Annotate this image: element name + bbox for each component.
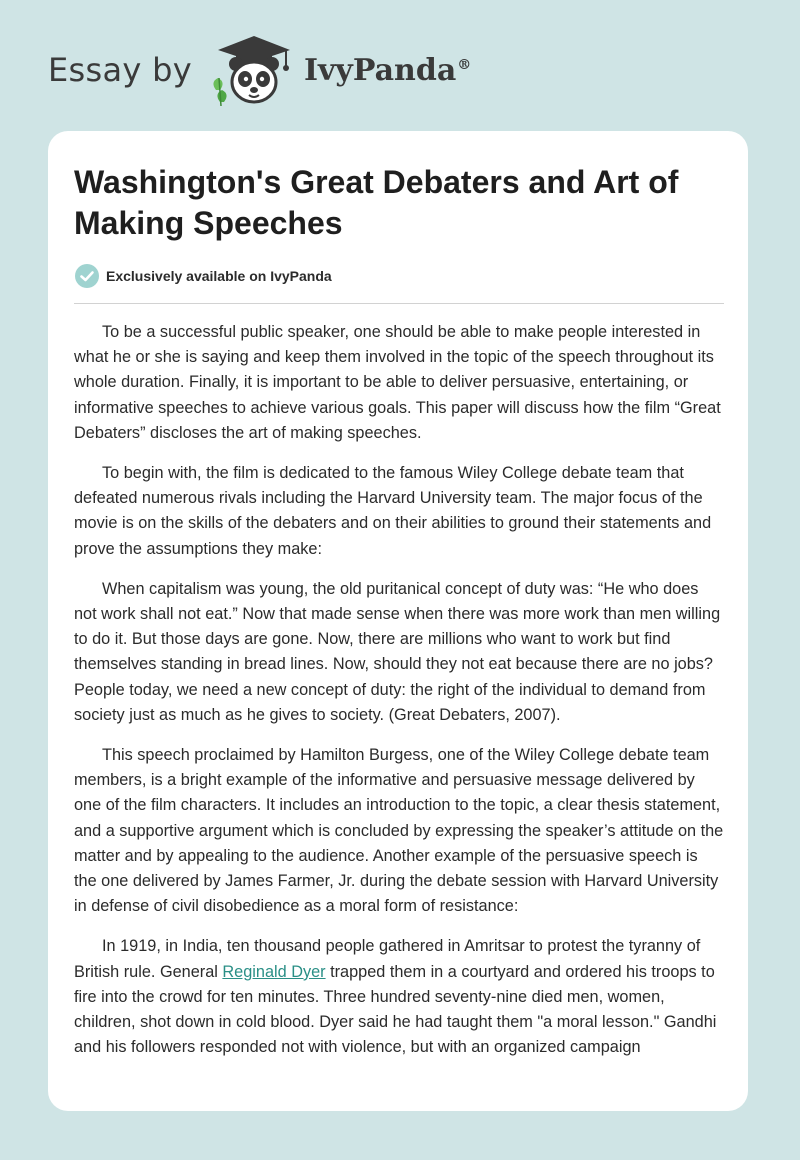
quote-paragraph: When capitalism was young, the old puritanical concept of duty was: “He who does not work shall not eat.” Now that made sense when there was more work than men willing to do it. But those days are gone. Now, there are millions who want to work but find themselves standing in bread lines. Now, should they not eat because there are no jobs? People today, we need a new concept of duty: the right of the individual to demand from society just as much as he gives to society. (Great Debaters, 2007).: [74, 579, 721, 724]
reginald-dyer-link[interactable]: Reginald Dyer: [222, 962, 326, 981]
paragraph-text: trapped them in a courtyard and ordered his troops to fire into the crowd for ten minutes. Three hundred seventy-nine died men, women, children, shot down in cold blood. Dyer said he had taught them "a moral lesson." Gandhi and his followers responded not with violence, but with an organized campaign: [74, 962, 717, 1057]
panda-logo-icon: [206, 30, 302, 110]
divider: [74, 303, 724, 304]
essay-by-label: Essay by: [48, 51, 192, 89]
paragraph: This speech proclaimed by Hamilton Burgess, one of the Wiley College debate team members, is a bright example of the informative and persuasive message delivered by one of the film characters. It includes an introduction to the topic, a clear thesis statement, and a supportive argument which is concluded by expressing the speaker’s attitude on the matter and by appealing to the audience. Another example of the persuasive speech is the one delivered by James Farmer, Jr. during the debate session with Harvard University in defense of civil disobedience as a moral form of resistance:: [74, 746, 724, 916]
quote-paragraph: [74, 934, 724, 1060]
site-header: [48, 30, 471, 110]
essay-body: [74, 320, 724, 1075]
paragraph: To be a successful public speaker, one should be able to make people interested in what he or she is saying and keep them involved in the topic of the speech throughout its whole duration. Finally, it is important to be able to deliver persuasive, entertaining, or informative speeches to achieve various goals. This paper will discuss how the film “Great Debaters” discloses the art of making speeches.: [74, 323, 721, 442]
exclusive-label: Exclusively available on IvyPanda: [106, 268, 332, 284]
page-title: Washington's Great Debaters and Art of Making Speeches: [74, 164, 679, 241]
registered-mark: ®: [457, 56, 472, 73]
check-circle-icon: [74, 263, 100, 289]
essay-card: [48, 131, 748, 1111]
paragraph: To begin with, the film is dedicated to the famous Wiley College debate team that defeated numerous rivals including the Harvard University team. The major focus of the movie is on the skills of the debaters and on their abilities to ground their statements and prove the assumptions they make:: [74, 464, 712, 558]
paragraph-text: In 1919, in India, ten thousand people gathered in Amritsar to protest the tyranny of British rule. General: [74, 937, 701, 981]
exclusive-badge: [74, 263, 332, 289]
brand-name: IvyPanda®: [303, 52, 472, 88]
